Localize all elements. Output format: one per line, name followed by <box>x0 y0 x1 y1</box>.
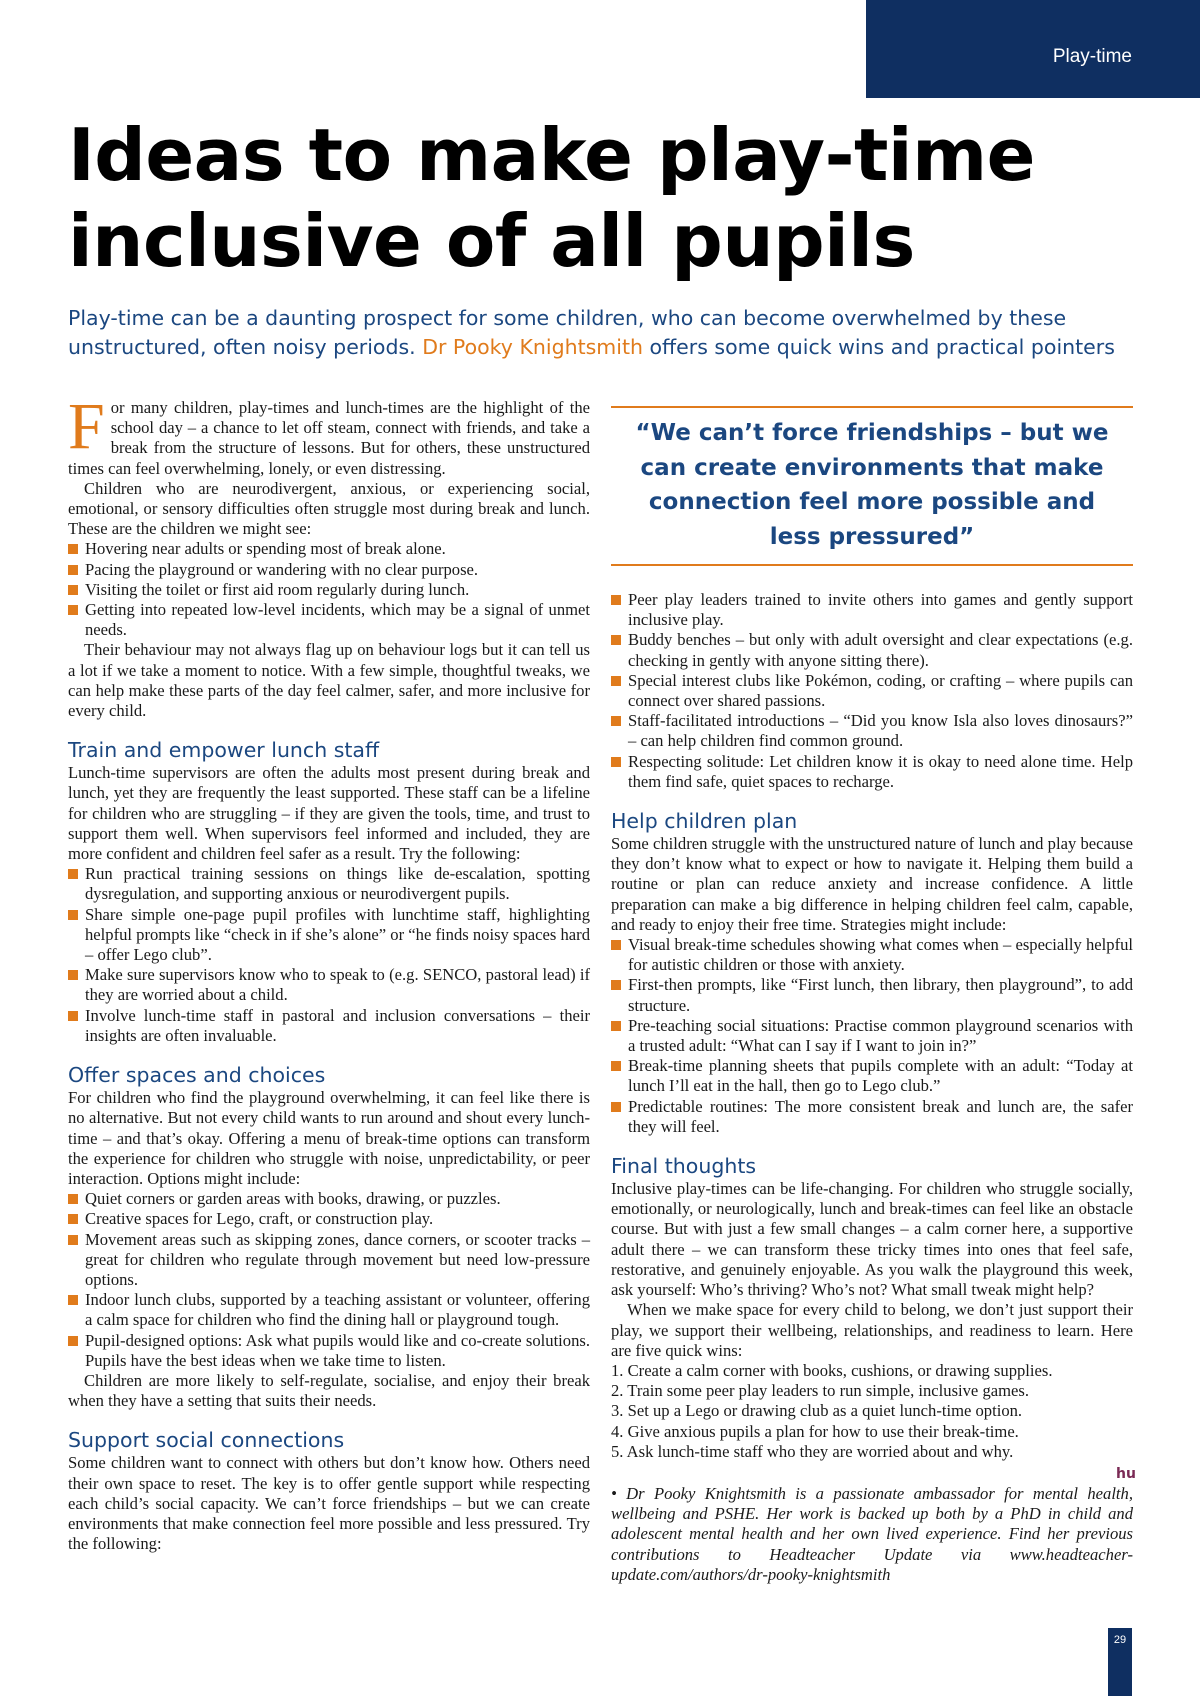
lunch-staff-paragraph: Lunch-time supervisors are often the adults most present during break and lunch, yet they are frequently the least supported. These staff can be a lifeline for children who are struggling – if they are given the tools, time, and trust to support them well. When supervisors feel informed and included, they are more confident and children feel safer as a result. Try the following: <box>68 763 590 864</box>
list-item: Break-time planning sheets that pupils complete with an adult: “Today at lunch I’ll eat in the hall, then go to Lego club.” <box>611 1056 1133 1096</box>
list-item: Respecting solitude: Let children know it is okay to need alone time. Help them find safe, quiet spaces to recharge. <box>611 752 1133 792</box>
title-line-1: Ideas to make play-time <box>68 113 1035 197</box>
list-item: First-then prompts, like “First lunch, then library, then playground”, to add structure. <box>611 975 1133 1015</box>
quick-wins-list <box>611 1361 1133 1462</box>
standfirst-text-end: offers some quick wins and practical pointers <box>643 335 1115 359</box>
pull-quote: “We can’t force friendships – but we can create environments that make connection feel more possible and less pressured” <box>611 406 1133 566</box>
heading-final: Final thoughts <box>611 1154 757 1179</box>
intro-paragraph <box>68 390 590 479</box>
list-item: 5. Ask lunch-time staff who they are worried about and why. <box>611 1441 1014 1461</box>
drop-cap: F <box>68 390 105 463</box>
list-item: 4. Give anxious pupils a plan for how to use their break-time. <box>611 1421 1019 1441</box>
spaces-paragraph: For children who find the playground overwhelming, it can feel like there is no alternative. But not every child wants to run around and shout every lunch-time – and that’s okay. Offering a menu of break-time options can transform the experience for children who struggle with noise, unpredictability, or peer interaction. Options might include: <box>68 1088 590 1188</box>
list-item: Getting into repeated low-level incidents, which may be a signal of unmet needs. <box>68 600 590 640</box>
plan-paragraph: Some children struggle with the unstructured nature of lunch and play because they don’t know what to expect or how to navigate it. Helping them build a routine or plan can reduce anxiety and increase confidence. A little preparation can make a big difference in helping children feel calm, capable, and ready to enjoy their free time. Strategies might include: <box>611 834 1133 934</box>
section-tab <box>866 0 1200 98</box>
intro-bullet-list <box>68 539 590 640</box>
standfirst-text-start: Play-time can be a daunting prospect for some children, who can become overwhelmed by these unstructured, often noisy periods. <box>68 306 1067 359</box>
final-paragraph-2: When we make space for every child to belong, we don’t just support their play, we support their wellbeing, relationships, and readiness to learn. Here are five quick wins: <box>611 1300 1133 1360</box>
list-item: Involve lunch-time staff in pastoral and inclusion conversations – their insights are often invaluable. <box>68 1006 590 1046</box>
author-bio: • Dr Pooky Knightsmith is a passionate ambassador for mental health, wellbeing and PSHE. Her work is backed up both by a PhD in child and adolescent mental health and her own lived experience. Find her previous contributions to Headteacher Update via www.headteacher-update.com/authors/dr-pooky-knightsmith <box>611 1483 1133 1584</box>
section-label: Play-time <box>1052 46 1132 67</box>
spaces-paragraph-2: Children are more likely to self-regulate, socialise, and enjoy their break when they have a setting that suits their needs. <box>68 1370 590 1411</box>
list-item: Make sure supervisors know who to speak to (e.g. SENCO, pastoral lead) if they are worried about a child. <box>68 965 590 1005</box>
list-item: Visiting the toilet or first aid room regularly during lunch. <box>68 580 590 600</box>
list-item: Special interest clubs like Pokémon, coding, or crafting – where pupils can connect over shared passions. <box>611 671 1133 711</box>
standfirst-author: Dr Pooky Knightsmith <box>422 335 643 359</box>
list-item: Share simple one-page pupil profiles with lunchtime staff, highlighting helpful prompts like “check in if she’s alone” or “he finds noisy spaces hard – offer Lego club”. <box>68 905 590 966</box>
intro-paragraph-3: Their behaviour may not always flag up on behaviour logs but it can tell us a lot if we take a moment to notice. With a few simple, thoughtful tweaks, we can help make these parts of the day feel calmer, safer, and more inclusive for every child. <box>68 640 590 721</box>
publication-logo: hu <box>1116 1466 1136 1482</box>
list-item: Hovering near adults or spending most of break alone. <box>68 539 590 559</box>
final-paragraph: Inclusive play-times can be life-changing. For children who struggle socially, emotionally, or neurologically, lunch and break-times can feel like an obstacle course. But with just a few small changes – a calm corner here, a supportive adult there – we can transform these tricky times into ones that feel safe, restorative, and genuinely enjoyable. As you walk the playground this week, ask yourself: Who’s thriving? Who’s not? What small tweak might help? <box>611 1179 1133 1300</box>
list-item: Movement areas such as skipping zones, dance corners, or scooter tracks – great for children who regulate through movement but need low-pressure options. <box>68 1230 590 1291</box>
list-item: Quiet corners or garden areas with books, drawing, or puzzles. <box>68 1189 590 1209</box>
intro-paragraph-2: Children who are neurodivergent, anxious, or experiencing social, emotional, or sensory difficulties often struggle most during break and lunch. These are the children we might see: <box>68 478 590 539</box>
social-bullet-list <box>611 590 1133 792</box>
heading-lunch-staff: Train and empower lunch staff <box>68 738 380 763</box>
heading-spaces: Offer spaces and choices <box>68 1063 326 1088</box>
right-column <box>611 398 1133 1585</box>
intro-text: or many children, play-times and lunch-times are the highlight of the school day – a chance to let off steam, connect with friends, and take a break from the structure of lessons. But for others, these unstructured times can feel overwhelming, lonely, or even distressing. <box>68 398 590 478</box>
plan-bullet-list <box>611 935 1133 1137</box>
list-item: 3. Set up a Lego or drawing club as a quiet lunch-time option. <box>611 1401 1023 1421</box>
title-line-2: inclusive of all pupils <box>68 199 915 283</box>
list-item: Pacing the playground or wandering with no clear purpose. <box>68 560 590 580</box>
standfirst <box>68 304 1148 362</box>
article-title <box>68 112 1148 284</box>
heading-plan: Help children plan <box>611 809 798 834</box>
social-paragraph: Some children want to connect with others but don’t know how. Others need their own space to reset. The key is to offer gentle support while respecting each child’s social capacity. We can’t force friendships – but we can create environments that make connection feel more possible and less pressured. Try the following: <box>68 1453 590 1554</box>
list-item: Buddy benches – but only with adult oversight and clear expectations (e.g. checking in gently with anyone sitting there). <box>611 630 1133 670</box>
list-item: Creative spaces for Lego, craft, or construction play. <box>68 1209 590 1229</box>
list-item: Staff-facilitated introductions – “Did you know Isla also loves dinosaurs?” – can help children find common ground. <box>611 711 1133 751</box>
list-item: 1. Create a calm corner with books, cushions, or drawing supplies. <box>611 1360 1053 1380</box>
left-column <box>68 390 590 1554</box>
list-item: Predictable routines: The more consistent break and lunch are, the safer they will feel. <box>611 1097 1133 1137</box>
list-item: Visual break-time schedules showing what comes when – especially helpful for autistic children or those with anxiety. <box>611 935 1133 975</box>
page-number-strip <box>1108 1628 1132 1696</box>
list-item: Run practical training sessions on things like de-escalation, spotting dysregulation, and supporting anxious or neurodivergent pupils. <box>68 864 590 904</box>
heading-social: Support social connections <box>68 1428 345 1453</box>
list-item: Pre-teaching social situations: Practise common playground scenarios with a trusted adult: “What can I say if I want to join in?” <box>611 1016 1133 1056</box>
list-item: Pupil-designed options: Ask what pupils would like and co-create solutions. Pupils have the best ideas when we take time to listen. <box>68 1331 590 1371</box>
list-item: Indoor lunch clubs, supported by a teaching assistant or volunteer, offering a calm space for children who find the dining hall or playground tough. <box>68 1290 590 1330</box>
lunch-staff-bullet-list <box>68 864 590 1046</box>
spaces-bullet-list <box>68 1189 590 1371</box>
list-item: Peer play leaders trained to invite others into games and gently support inclusive play. <box>611 590 1133 630</box>
list-item: 2. Train some peer play leaders to run simple, inclusive games. <box>611 1381 1029 1401</box>
page-number: 29 <box>1113 1634 1127 1646</box>
